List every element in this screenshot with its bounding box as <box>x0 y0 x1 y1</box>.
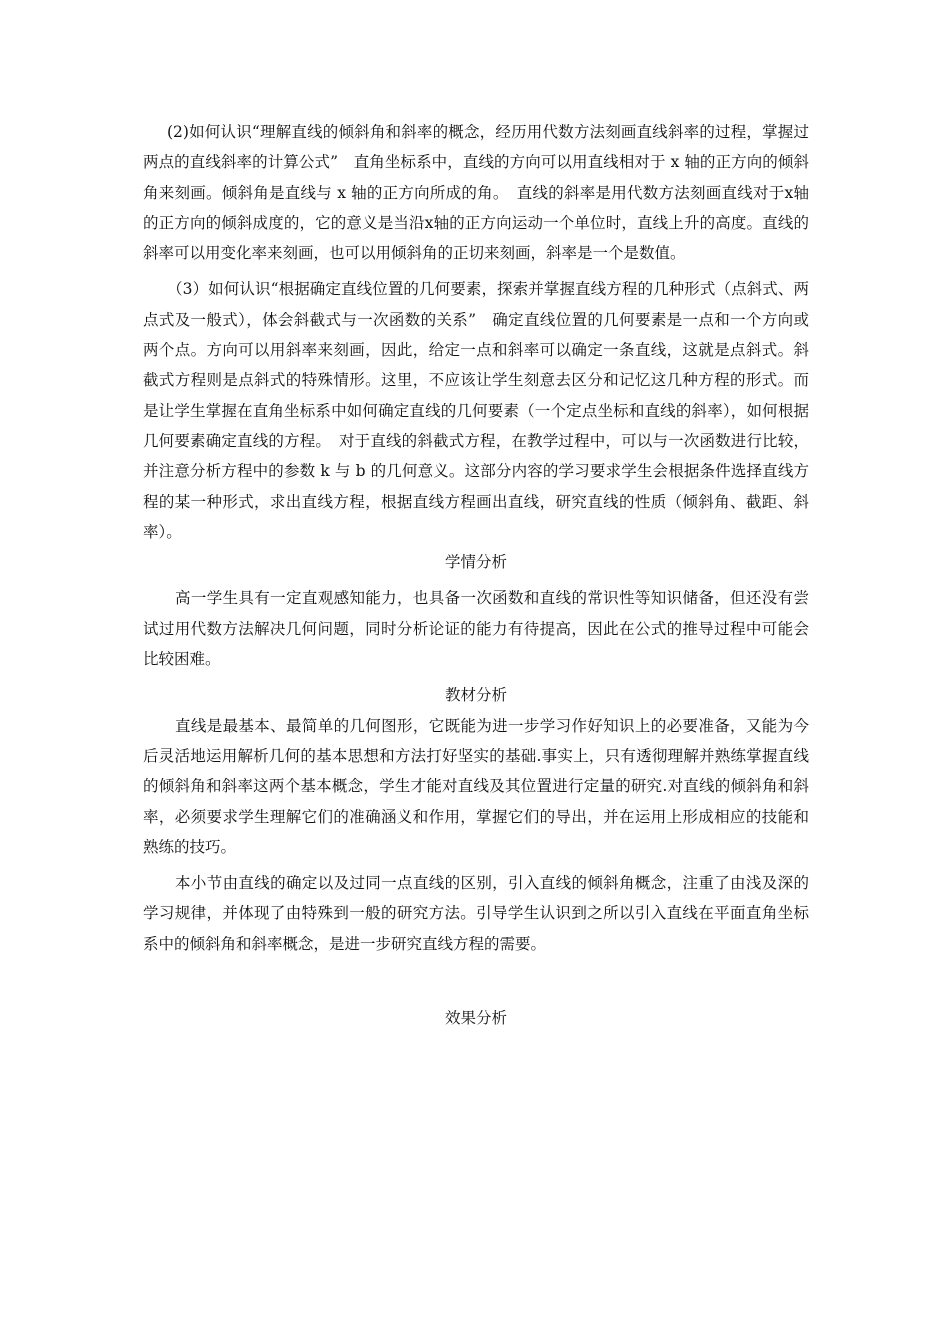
heading-student-analysis: 学情分析 <box>444 553 507 572</box>
document-page <box>143 117 809 1033</box>
heading-effect-analysis: 效果分析 <box>444 1009 507 1028</box>
spacer <box>143 959 809 1003</box>
paragraph-line-equation: （3）如何认识“根据确定直线位置的几何要素，探索并掌握直线方程的几种形式（点斜式、两点式及一般式），体会斜截式与一次函数的关系” 确定直线位置的几何要素是一点和一个方向或两个点。方向可以用斜率来刻画，因此，给定一点和斜率可以确定一条直线，这就是点斜式。斜截式方程则是点斜式的特殊情形。这里，不应该让学生刻意去区分和记忆这几种方程的形式。而是让学生掌握在直角坐标系中如何确定直线的几何要素（一个定点坐标和直线的斜率），如何根据几何要素确定直线的方程。 对于直线的斜截式方程，在教学过程中，可以与一次函数进行比较，并注意分析方程中的参数 k 与 b 的几何意义。这部分内容的学习要求学生会根据条件选择直线方程的某一种形式，求出直线方程，根据直线方程画出直线，研究直线的性质（倾斜角、截距、斜率）。 <box>143 280 809 541</box>
paragraph-textbook-analysis-1: 直线是最基本、最简单的几何图形，它既能为进一步学习作好知识上的必要准备，又能为今后灵活地运用解析几何的基本思想和方法打好坚实的基础.事实上，只有透彻理解并熟练掌握直线的倾斜角和斜率这两个基本概念，学生才能对直线及其位置进行定量的研究.对直线的倾斜角和斜率，必须要求学生理解它们的准确涵义和作用，掌握它们的导出，并在运用上形成相应的技能和熟练的技巧。 <box>143 716 809 856</box>
paragraph-textbook-analysis-2: 本小节由直线的确定以及过同一点直线的区别，引入直线的倾斜角概念，注重了由浅及深的学习规律，并体现了由特殊到一般的研究方法。引导学生认识到之所以引入直线在平面直角坐标系中的倾斜角和斜率概念，是进一步研究直线方程的需要。 <box>143 874 809 953</box>
paragraph-student-analysis: 高一学生具有一定直观感知能力，也具备一次函数和直线的常识性等知识储备，但还没有尝试过用代数方法解决几何问题，同时分析论证的能力有待提高，因此在公式的推导过程中可能会比较困难。 <box>143 589 809 669</box>
paragraph-slope-concept: (2)如何认识“理解直线的倾斜角和斜率的概念，经历用代数方法刻画直线斜率的过程，掌握过两点的直线斜率的计算公式” 直角坐标系中，直线的方向可以用直线相对于 x 轴的正方向的倾斜角来刻画。倾斜角是直线与 x 轴的正方向所成的角。 直线的斜率是用代数方法刻画直线对于x轴的正方向的倾斜成度的，它的意义是当沿x轴的正方向运动一个单位时，直线上升的高度。直线的斜率可以用变化率来刻画，也可以用倾斜角的正切来刻画，斜率是一个是数值。 <box>143 123 809 263</box>
heading-textbook-analysis: 教材分析 <box>444 686 507 705</box>
